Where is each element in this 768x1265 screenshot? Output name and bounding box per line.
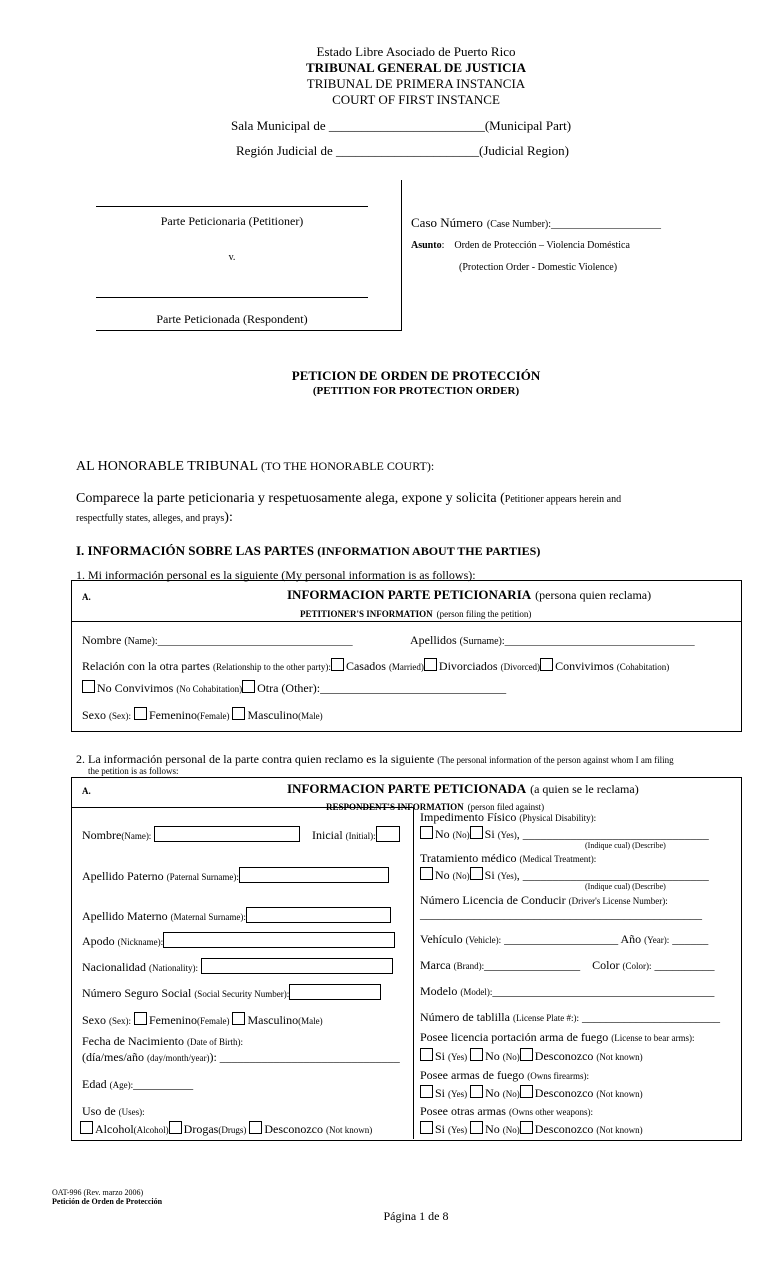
vehicle-label-en: (Vehicle): <box>465 935 502 945</box>
cohabitation-checkbox[interactable] <box>540 658 553 671</box>
resp-maternal-row <box>82 907 391 924</box>
petitioner-sex-label: Sexo <box>82 708 106 722</box>
resp-male-label: Masculino <box>247 1013 299 1027</box>
asunto-line: Asunto: Orden de Protección – Violencia Doméstica <box>411 240 630 251</box>
resp-female-checkbox[interactable] <box>134 1012 147 1025</box>
firearms-unknown-label: Desconozco <box>534 1086 594 1100</box>
resp-sex-label-en: (Sex): <box>109 1016 131 1026</box>
form-number: OAT-996 (Rev. marzo 2006) <box>52 1188 144 1197</box>
arms-license-unknown-label: Desconozco <box>534 1049 594 1063</box>
color-field[interactable]: __________ <box>651 958 715 972</box>
firearms-unknown-checkbox[interactable] <box>520 1085 533 1098</box>
other-weapons-unknown-label-en: (Not known) <box>596 1125 643 1135</box>
municipal-part-line: Sala Municipal de ________________________(Municipal Part) <box>231 118 572 133</box>
disability-yes-checkbox[interactable] <box>470 826 483 839</box>
disability-describe-field[interactable]: , _______________________________ <box>516 827 709 841</box>
honorable-court-line <box>76 459 434 475</box>
page-number: Página 1 de 8 <box>383 1209 449 1223</box>
disability-no-checkbox[interactable] <box>420 826 433 839</box>
other-weapons-yes-label: Si <box>435 1122 446 1136</box>
respondent-line <box>96 297 368 298</box>
petitioner-label: Parte Peticionaria (Petitioner) <box>160 214 304 228</box>
petitioner-female-label-en: (Female) <box>197 711 230 721</box>
cohabitation-label-en: (Cohabitation) <box>616 662 670 672</box>
item-2-text <box>76 752 674 767</box>
arms-license-no-label-en: (No) <box>502 1052 520 1062</box>
year-label-en: (Year): <box>644 935 670 945</box>
firearms-row <box>420 1068 589 1083</box>
arms-license-label-en: (License to bear arms): <box>611 1033 695 1043</box>
treatment-row <box>420 851 596 866</box>
firearms-options <box>420 1085 643 1101</box>
resp-ssn-label-en: (Social Security Number): <box>194 989 290 999</box>
disability-yes-label: Si <box>484 827 495 841</box>
resp-paternal-input[interactable] <box>239 867 389 883</box>
resp-age-field[interactable]: __________ <box>133 1077 194 1091</box>
treatment-no-label-en: (No) <box>452 871 470 881</box>
petitioner-surname-row <box>410 633 695 648</box>
alcohol-checkbox[interactable] <box>80 1121 93 1134</box>
drugs-label: Drogas <box>183 1122 219 1136</box>
section-1-title: I. INFORMACIÓN SOBRE LAS PARTES <box>76 543 315 558</box>
resp-female-label-en: (Female) <box>197 1016 230 1026</box>
header-commonwealth: Estado Libre Asociado de Puerto Rico <box>316 44 516 59</box>
resp-male-checkbox[interactable] <box>232 1012 245 1025</box>
resp-nickname-label-en: (Nickname): <box>117 937 164 947</box>
brand-row <box>420 958 715 973</box>
alcohol-label: Alcohol <box>95 1122 134 1136</box>
vehicle-row <box>420 932 708 947</box>
uses-unknown-label: Desconozco <box>264 1122 323 1136</box>
brand-field[interactable]: ________________ <box>484 958 581 972</box>
resp-name-label: Nombre <box>82 828 122 842</box>
firearms-yes-checkbox[interactable] <box>420 1085 433 1098</box>
other-relationship-field[interactable]: Otra (Other):_______________________________ <box>257 681 507 695</box>
resp-maternal-label-en: (Maternal Surname): <box>170 912 246 922</box>
versus-label: v. <box>228 252 236 263</box>
section-1-title-en: (INFORMATION ABOUT THE PARTIES) <box>317 544 541 558</box>
other-weapons-label-en: (Owns other weapons): <box>508 1107 593 1117</box>
license-field[interactable]: _______________________________________________ <box>420 907 702 921</box>
resp-nationality-label: Nacionalidad <box>82 960 146 974</box>
comparece-end: ): <box>224 510 233 525</box>
resp-paternal-row <box>82 867 389 884</box>
arms-license-yes-checkbox[interactable] <box>420 1048 433 1061</box>
asunto-en: (Protection Order - Domestic Violence) <box>459 262 618 273</box>
other-weapons-no-label: No <box>485 1122 500 1136</box>
comparece-para <box>76 491 723 507</box>
license-row <box>420 893 668 908</box>
petitioner-subtitle: PETITIONER'S INFORMATION <box>300 609 433 619</box>
resp-sex-row <box>82 1012 323 1028</box>
resp-dob-field-row <box>82 1050 400 1065</box>
resp-uses-label-en: (Uses): <box>118 1107 145 1117</box>
petitioner-subtitle-en: (person filing the petition) <box>436 609 532 619</box>
header-first-instance-en: COURT OF FIRST INSTANCE <box>332 92 500 107</box>
arms-license-yes-label-en: (Yes) <box>448 1052 468 1062</box>
disability-label-en: (Physical Disability): <box>519 813 597 823</box>
vehicle-field[interactable]: ___________________ <box>501 932 619 946</box>
respondent-title-es: (a quien se le reclama) <box>530 782 639 796</box>
other-checkbox[interactable] <box>242 680 255 693</box>
petitioner-title-line <box>287 586 651 604</box>
disability-describe-hint: (Indique cual) (Describe) <box>585 841 666 850</box>
arms-license-unknown-checkbox[interactable] <box>520 1048 533 1061</box>
no-cohabitation-label-en: (No Cohabitation) <box>176 684 243 694</box>
relationship-row-2 <box>82 680 506 696</box>
resp-uses-label: Uso de <box>82 1104 116 1118</box>
resp-maternal-input[interactable] <box>246 907 391 923</box>
resp-dob-label-en: (Date of Birth): <box>186 1037 243 1047</box>
treatment-label: Tratamiento médico <box>420 851 517 865</box>
resp-name-input[interactable] <box>154 826 300 842</box>
resp-nickname-input[interactable] <box>163 932 395 948</box>
petitioner-letter: A. <box>82 592 91 602</box>
firearms-no-label: No <box>485 1086 500 1100</box>
resp-female-label: Femenino <box>149 1013 197 1027</box>
resp-nickname-row <box>82 932 395 949</box>
resp-nationality-label-en: (Nationality): <box>148 963 198 973</box>
other-weapons-unknown-checkbox[interactable] <box>520 1121 533 1134</box>
license-label: Número Licencia de Conducir <box>420 893 566 907</box>
resp-dob-format: (día/mes/año <box>82 1050 144 1064</box>
firearms-no-label-en: (No) <box>502 1089 520 1099</box>
resp-paternal-label: Apellido Paterno <box>82 869 164 883</box>
color-label: Color <box>592 958 620 972</box>
firearms-yes-label-en: (Yes) <box>448 1089 468 1099</box>
other-weapons-unknown-label: Desconozco <box>534 1122 594 1136</box>
married-checkbox[interactable] <box>331 658 344 671</box>
brand-label: Marca <box>420 958 451 972</box>
respondent-subtitle: RESPONDENT'S INFORMATION <box>326 802 464 812</box>
treatment-no-checkbox[interactable] <box>420 867 433 880</box>
treatment-describe-field[interactable]: , _______________________________ <box>516 868 709 882</box>
relationship-row <box>82 658 669 674</box>
relationship-label-en: (Relationship to the other party): <box>212 662 331 672</box>
header-court: TRIBUNAL GENERAL DE JUSTICIA <box>306 60 526 75</box>
resp-male-label-en: (Male) <box>298 1016 323 1026</box>
disability-no-label: No <box>435 827 450 841</box>
resp-age-label-en: (Age): <box>109 1080 134 1090</box>
plate-field[interactable]: _______________________ <box>578 1010 720 1024</box>
arms-license-label: Posee licencia portación arma de fuego <box>420 1030 609 1044</box>
firearms-unknown-label-en: (Not known) <box>596 1089 643 1099</box>
honorable-court: AL HONORABLE TRIBUNAL <box>76 459 258 474</box>
item-2-es: 2. La información personal de la parte contra quien reclamo es la siguiente <box>76 752 435 766</box>
resp-initial-row <box>312 826 400 843</box>
document-title: PETICION DE ORDEN DE PROTECCIÓN <box>291 368 541 383</box>
petitioner-name-label: Nombre <box>82 633 122 647</box>
section-1-heading <box>76 543 540 559</box>
caption-bottom-rule <box>96 330 402 331</box>
resp-sex-label: Sexo <box>82 1013 106 1027</box>
plate-row <box>420 1010 720 1025</box>
firearms-label: Posee armas de fuego <box>420 1068 525 1082</box>
resp-initial-label-en: (Initial): <box>345 831 376 841</box>
model-label-en: (Model): <box>460 987 493 997</box>
other-weapons-row <box>420 1104 593 1119</box>
drugs-label-en: (Drugs) <box>218 1125 247 1135</box>
alcohol-label-en: (Alcohol) <box>133 1125 169 1135</box>
arms-license-unknown-label-en: (Not known) <box>596 1052 643 1062</box>
form-title: Petición de Orden de Protección <box>52 1197 163 1206</box>
license-label-en: (Driver's License Number): <box>568 896 668 906</box>
treatment-options <box>420 867 709 883</box>
uses-unknown-checkbox[interactable] <box>249 1121 262 1134</box>
disability-options <box>420 826 709 842</box>
comparece-para-2 <box>76 510 233 526</box>
resp-uses-options <box>80 1121 372 1137</box>
plate-label-en: (License Plate #:): <box>512 1013 579 1023</box>
treatment-yes-label: Si <box>484 868 495 882</box>
petitioner-female-checkbox[interactable] <box>134 707 147 720</box>
petitioner-title: INFORMACION PARTE PETICIONARIA <box>287 587 532 602</box>
arms-license-row <box>420 1030 694 1045</box>
resp-initial-input[interactable] <box>376 826 400 842</box>
disability-label: Impedimento Físico <box>420 810 517 824</box>
respondent-title: INFORMACION PARTE PETICIONADA <box>287 781 527 796</box>
respondent-letter: A. <box>82 786 91 796</box>
resp-nickname-label: Apodo <box>82 934 115 948</box>
resp-nationality-row <box>82 958 393 975</box>
other-weapons-label: Posee otras armas <box>420 1104 506 1118</box>
married-label: Casados <box>345 659 386 673</box>
comparece-en: Petitioner appears herein and <box>504 494 622 505</box>
divorced-label: Divorciados <box>438 659 498 673</box>
treatment-label-en: (Medical Treatment): <box>519 854 597 864</box>
petitioner-male-checkbox[interactable] <box>232 707 245 720</box>
petitioner-subtitle-line <box>300 604 531 622</box>
arms-license-no-checkbox[interactable] <box>470 1048 483 1061</box>
petitioner-line <box>96 206 368 207</box>
comparece-en-2: respectfully states, alleges, and prays <box>76 513 225 524</box>
resp-ssn-input[interactable] <box>289 984 381 1000</box>
firearms-yes-label: Si <box>435 1086 446 1100</box>
year-label: Año <box>620 932 642 946</box>
year-field[interactable]: ______ <box>669 932 709 946</box>
resp-nationality-input[interactable] <box>201 958 393 974</box>
resp-ssn-row <box>82 984 381 1001</box>
resp-uses-row <box>82 1104 145 1119</box>
vehicle-label: Vehículo <box>420 932 463 946</box>
respondent-title-line <box>287 780 639 798</box>
resp-dob-format-en: (day/month/year) <box>146 1053 210 1063</box>
arms-license-options <box>420 1048 643 1064</box>
honorable-court-en: (TO THE HONORABLE COURT): <box>260 459 435 473</box>
resp-initial-label: Inicial <box>312 828 343 842</box>
petitioner-surname-field[interactable]: (Surname):______________________________________ <box>459 636 695 647</box>
resp-name-label-en: (Name): <box>121 831 152 841</box>
petitioner-male-label: Masculino <box>247 708 299 722</box>
no-cohabitation-label: No Convivimos <box>97 681 174 695</box>
petitioner-name-field[interactable]: (Name):_______________________________________ <box>124 636 353 647</box>
drugs-checkbox[interactable] <box>169 1121 182 1134</box>
header-first-instance: TRIBUNAL DE PRIMERA INSTANCIA <box>306 76 526 91</box>
petitioner-male-label-en: (Male) <box>298 711 323 721</box>
model-field[interactable]: _____________________________________ <box>492 984 715 998</box>
treatment-yes-checkbox[interactable] <box>470 867 483 880</box>
petitioner-title-es: (persona quien reclama) <box>535 588 652 602</box>
item-1-text: 1. Mi información personal es la siguiente (My personal information is as follows): <box>76 568 476 582</box>
petitioner-female-label: Femenino <box>149 708 197 722</box>
resp-paternal-label-en: (Paternal Surname): <box>166 872 239 882</box>
asunto-label: Asunto <box>411 240 442 251</box>
disability-yes-label-en: (Yes) <box>497 830 517 840</box>
item-2-en: (The personal information of the person against whom I am filing <box>437 755 674 765</box>
resp-age-row <box>82 1077 193 1092</box>
arms-license-yes-label: Si <box>435 1049 446 1063</box>
respondent-column-divider <box>413 807 414 1139</box>
petitioner-surname-label: Apellidos <box>410 633 457 647</box>
color-label-en: (Color): <box>622 961 652 971</box>
respondent-subtitle-en: (person filed against) <box>467 802 545 812</box>
plate-label: Número de tablilla <box>420 1010 510 1024</box>
relationship-label: Relación con la otra partes <box>82 659 210 673</box>
other-weapons-no-checkbox[interactable] <box>470 1121 483 1134</box>
resp-ssn-label: Número Seguro Social <box>82 986 192 1000</box>
firearms-label-en: (Owns firearms): <box>527 1071 590 1081</box>
other-weapons-options <box>420 1121 643 1137</box>
treatment-yes-label-en: (Yes) <box>497 871 517 881</box>
resp-dob-label: Fecha de Nacimiento <box>82 1034 184 1048</box>
petitioner-sex-label-en: (Sex): <box>109 711 131 721</box>
judicial-region-line: Región Judicial de ______________________(Judicial Region) <box>236 143 569 158</box>
married-label-en: (Married) <box>388 662 424 672</box>
caption-divider <box>401 180 402 331</box>
model-row <box>420 984 714 999</box>
case-number-en: (Case Number):______________________ <box>486 219 662 230</box>
firearms-no-checkbox[interactable] <box>470 1085 483 1098</box>
other-weapons-no-label-en: (No) <box>502 1125 520 1135</box>
resp-name-row <box>82 826 300 843</box>
cohabitation-label: Convivimos <box>555 659 614 673</box>
asunto-es: Orden de Protección – Violencia Doméstica <box>454 240 630 251</box>
brand-label-en: (Brand): <box>453 961 485 971</box>
no-cohabitation-checkbox[interactable] <box>82 680 95 693</box>
document-subtitle: (PETITION FOR PROTECTION ORDER) <box>312 385 520 397</box>
divorced-label-en: (Divorced) <box>500 662 541 672</box>
arms-license-no-label: No <box>485 1049 500 1063</box>
item-2-en-2: the petition is as follows: <box>88 766 179 776</box>
comparece-text: Comparece la parte peticionaria y respetuosamente alega, expone y solicita ( <box>76 491 505 506</box>
case-number-label: Caso Número <box>411 215 483 230</box>
uses-unknown-label-en: (Not known) <box>325 1125 373 1135</box>
disability-row <box>420 810 596 825</box>
court-header <box>0 44 768 108</box>
disability-no-label-en: (No) <box>452 830 470 840</box>
model-label: Modelo <box>420 984 458 998</box>
other-weapons-yes-checkbox[interactable] <box>420 1121 433 1134</box>
resp-maternal-label: Apellido Materno <box>82 909 168 923</box>
treatment-no-label: No <box>435 868 450 882</box>
resp-dob-row <box>82 1034 243 1049</box>
petitioner-sex-row <box>82 707 323 723</box>
case-number-field <box>411 214 661 232</box>
resp-dob-field[interactable]: ): ______________________________ <box>209 1050 400 1064</box>
divorced-checkbox[interactable] <box>424 658 437 671</box>
other-weapons-yes-label-en: (Yes) <box>448 1125 468 1135</box>
treatment-describe-hint: (Indique cual) (Describe) <box>585 882 666 891</box>
resp-age-label: Edad <box>82 1077 107 1091</box>
respondent-label: Parte Peticionada (Respondent) <box>156 312 308 326</box>
petitioner-name-row <box>82 633 353 648</box>
